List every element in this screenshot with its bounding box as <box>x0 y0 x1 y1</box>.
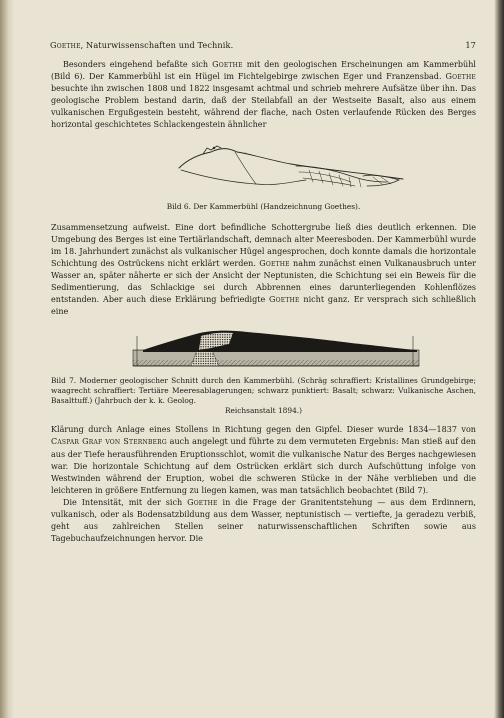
paragraph-2: Zusammensetzung aufweist. Eine dort befindliche Schottergrube ließ dies deutlich erkennen. Die Umgebung des Berges ist eine Tertiärlandschaft, demnach alter Meeresboden. Der Kammerbühl wurde im 18. Jahrhundert zunächst als vulkanischer Hügel angesprochen, doch konnte damals die horizontale Schichtung des Ostrückens nicht erklärt werden. Goethe nahm zunächst einen Vulkanausbruch unter Wasser an, später näherte er sich der Ansicht der Neptunisten, die Schichtung sei ein Beweis für die Sedimentierung, das Schlackige sei durch Abbrennen eines darunterliegenden Kohlenflözes entstanden. Aber auch diese Erklärung befriedigte Goethe nicht ganz. Er versprach sich schließlich eine <box>51 222 476 317</box>
page-number: 17 <box>465 40 476 50</box>
kammerbuehl-sketch-drawing <box>51 132 476 200</box>
book-page <box>24 40 478 545</box>
paragraph-3: Klärung durch Anlage eines Stollens in Richtung gegen den Gipfel. Dieser wurde 1834—1837 von Caspar Graf von Sternberg auch angelegt und führte zu dem vermuteten Ergebnis: Man stieß auf den aus der Tiefe herausführenden Eruptionsschlot, womit die vulkanische Natur des Berges nachgewiesen war. Die horizontale Schichtung auf dem Ostrücken erklärt sich durch Aufschüttung infolge von Westwinden während der Eruption, wobei die schweren Stücke in der Nähe verblieben und die leichteren in größere Entfernung zu liegen kamen, was man tatsächlich beobachtet (Bild 7). <box>51 425 476 495</box>
page-left-edge <box>0 0 14 718</box>
page-right-edge <box>494 0 504 718</box>
sketch-handwriting: ˜˜ <box>243 151 247 157</box>
figure-6-sketch <box>51 132 476 200</box>
figure-7-cross-section <box>51 324 476 374</box>
running-title: Goethe, Naturwissenschaften und Technik. <box>50 40 234 50</box>
paragraph-1: Besonders eingehend befaßte sich Goethe mit den geologischen Erscheinungen am Kammerbühl (Bild 6). Der Kammerbühl ist ein Hügel im Fichtelgebirge zwischen Eger und Franzensbad. Goethe besuchte ihn zwischen 1808 und 1822 insgesamt achtmal und schrieb mehrere Aufsätze über ihn. Das geologische Problem bestand darin, daß der Steilabfall an der Westseite Basalt, also aus einem vulkanischen Ergußgestein besteht, während der flache, nach Osten verlaufende Rücken des Berges horizontal geschichtetes Schlackengestein ähnlicher <box>51 60 476 130</box>
figure-7-caption: Bild 7. Moderner geologischer Schnitt durch den Kammerbühl. (Schräg schraffiert: Kristallines Grundgebirge; waagrecht schraffiert: Tertiäre Meeresablagerungen; schwarz punktiert: Basalt; schwarz: Vulkanische Aschen, Basalttuff.) (Jahrbuch der k. k. Geolog. Reichsanstalt 1894.) <box>51 376 476 416</box>
figure-6-caption: Bild 6. Der Kammerbühl (Handzeichnung Goethes). <box>166 201 361 211</box>
running-header <box>50 40 476 50</box>
paragraph-4: Die Intensität, mit der sich Goethe in die Frage der Granitentstehung — aus dem Erdinnern, vulkanisch, oder als Bodensatzbildung aus dem Wasser, neptunistisch — vertiefte, ja geradezu verbiß, geht aus zahlreichen Stellen seiner naturwissenschaftlichen Schriften sowie aus Tagebuchaufzeichnungen hervor. Die <box>51 497 476 544</box>
geological-cross-section-drawing <box>51 324 476 374</box>
